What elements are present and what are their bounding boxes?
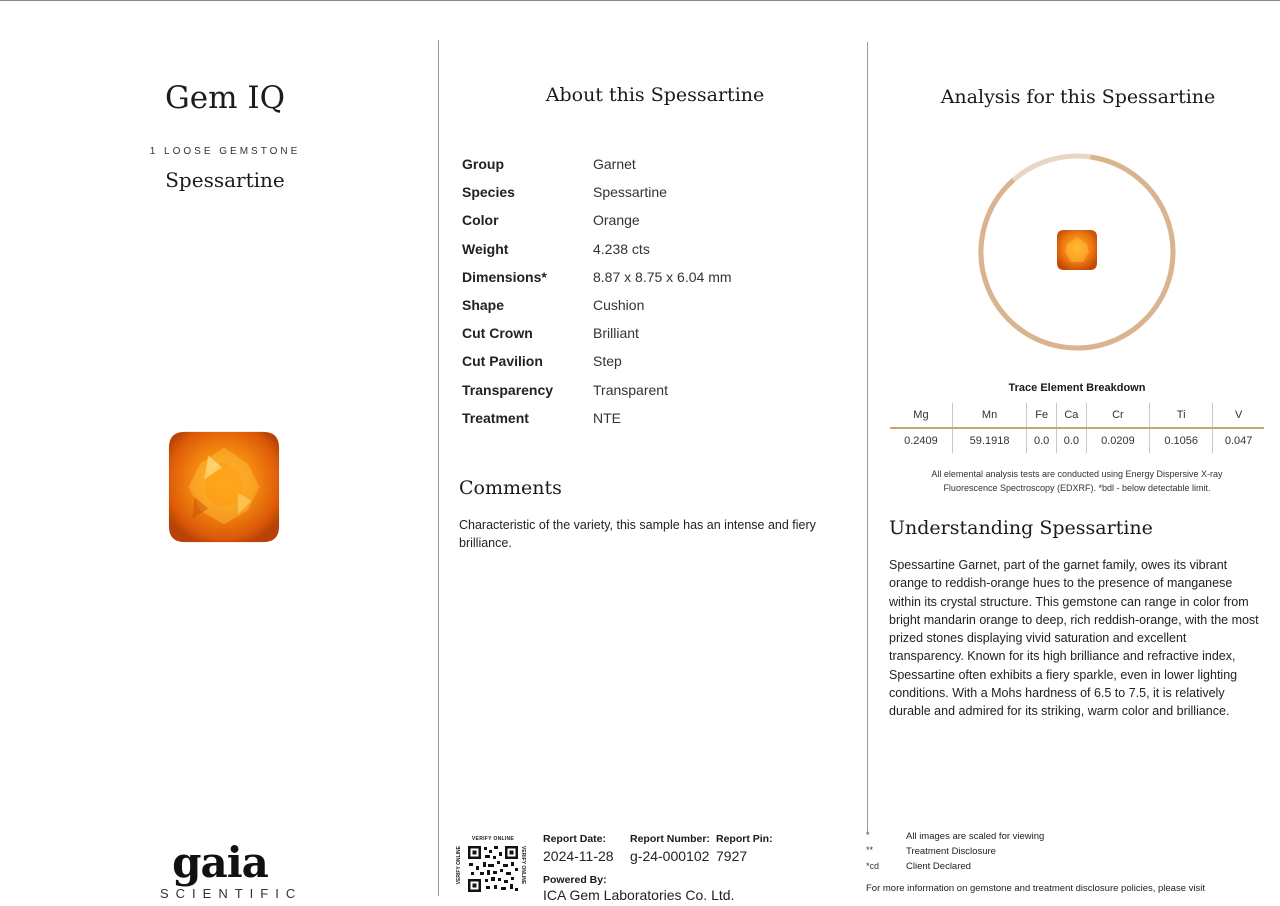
report-pin-label: Report Pin: xyxy=(716,833,773,845)
property-label: Transparency xyxy=(462,381,554,398)
powered-by-label: Powered By: xyxy=(543,874,607,886)
element-value: 0.047 xyxy=(1224,435,1253,447)
trace-note-line: Fluorescence Spectroscopy (EDXRF). *bdl - below detectable limit. xyxy=(943,483,1211,493)
understanding-title: Understanding Spessartine xyxy=(889,517,1153,539)
property-label: Dimensions* xyxy=(462,268,547,285)
verify-online-caption: VERIFY ONLINE xyxy=(471,836,515,842)
more-info-text: For more information on gemstone and treatment disclosure policies, please visit xyxy=(866,883,1205,894)
element-symbol: V xyxy=(1213,403,1264,428)
report-date-label: Report Date: xyxy=(543,833,607,845)
element-value: 0.0209 xyxy=(1086,428,1149,453)
property-value: Step xyxy=(593,353,622,370)
property-label: Group xyxy=(462,156,504,173)
property-value: 4.238 cts xyxy=(593,240,650,257)
property-value: 8.87 x 8.75 x 6.04 mm xyxy=(593,268,732,285)
element-symbol: Mn xyxy=(952,403,1026,428)
verify-online-side-right: VERIFY ONLINE xyxy=(520,846,526,885)
property-row-treatment xyxy=(462,404,732,432)
gaia-logo: gaia xyxy=(172,838,268,887)
report-number-label: Report Number: xyxy=(630,833,710,845)
element-value: 0.0 xyxy=(1027,428,1057,453)
property-row-group xyxy=(462,150,732,178)
gemstone-count-label: 1 LOOSE GEMSTONE xyxy=(149,146,301,157)
property-row-cut-crown xyxy=(462,319,732,347)
property-row-species xyxy=(462,178,732,206)
comments-text: Characteristic of the variety, this sample has an intense and fiery brilliance. xyxy=(459,518,816,550)
footnote-mark: * xyxy=(866,830,870,840)
element-symbol: Ti xyxy=(1150,403,1213,428)
analysis-title: Analysis for this Spessartine xyxy=(940,86,1216,108)
property-value: Garnet xyxy=(593,156,636,173)
report-pin-value: 7927 xyxy=(716,848,748,864)
element-symbol: Cr xyxy=(1086,403,1149,428)
property-label: Shape xyxy=(462,297,505,314)
trace-element-title: Trace Element Breakdown xyxy=(1008,382,1146,394)
column-divider-left xyxy=(438,40,439,896)
property-value: Spessartine xyxy=(593,184,667,201)
understanding-text: Spessartine Garnet, part of the garnet family, owes its vibrant orange to reddish-orange hues to the presence of manganese within its crystal structure. This gemstone can range in color from bright mandarin orange to deep, rich reddish-orange, with the most prized stones displaying vivid saturation and excellent transparency. Known for its high brilliance and refractive index, Spessartine often exhibits a fiery sparkle, even in lower lighting conditions. With a Mohs hardness of 6.5 to 7.5, it is relatively durable and admired for its striking, warm color and brilliance. xyxy=(889,558,1259,719)
property-label: Color xyxy=(462,212,499,229)
trace-analysis-note xyxy=(890,467,1264,495)
property-value: Cushion xyxy=(593,297,645,314)
gemstone-image xyxy=(165,428,283,546)
element-value: 0.0 xyxy=(1057,428,1087,453)
verify-online-side-left: VERIFY ONLINE xyxy=(456,846,462,885)
gem-name: Spessartine xyxy=(165,168,285,192)
trace-note-line: All elemental analysis tests are conducted using Energy Dispersive X-ray xyxy=(931,469,1223,479)
gem-scale-ring xyxy=(977,152,1177,352)
report-number-value: g-24-000102 xyxy=(630,848,710,864)
footnote-text: All images are scaled for viewing xyxy=(906,831,1045,842)
property-row-transparency xyxy=(462,376,732,404)
footnote-text: Client Declared xyxy=(906,861,971,872)
column-divider-right xyxy=(867,42,868,832)
property-row-dimensions xyxy=(462,263,732,291)
footnote-text: Treatment Disclosure xyxy=(906,846,996,857)
element-value: 0.1056 xyxy=(1150,428,1213,453)
element-symbol: Fe xyxy=(1027,403,1057,428)
element-value: 59.1918 xyxy=(952,428,1026,453)
report-date-value: 2024-11-28 xyxy=(543,848,614,864)
property-row-color xyxy=(462,206,732,234)
property-row-cut-pavilion xyxy=(462,347,732,375)
verify-qr-code[interactable] xyxy=(466,844,520,894)
element-value: 0.2409 xyxy=(890,428,952,453)
property-row-weight xyxy=(462,235,732,263)
element-symbol: Ca xyxy=(1057,403,1087,428)
property-label: Treatment xyxy=(462,409,529,426)
property-label: Cut Pavilion xyxy=(462,353,543,370)
property-label: Species xyxy=(462,184,515,201)
property-label: Weight xyxy=(462,240,509,257)
property-label: Cut Crown xyxy=(462,325,533,342)
brand-title: Gem IQ xyxy=(164,80,286,116)
top-border xyxy=(0,0,1280,1)
property-value: Transparent xyxy=(593,381,668,398)
element-symbol: Mg xyxy=(890,403,952,428)
property-value: Brilliant xyxy=(593,325,639,342)
property-value: NTE xyxy=(593,409,621,426)
property-list xyxy=(462,150,732,432)
comments-title: Comments xyxy=(459,477,562,499)
property-row-shape xyxy=(462,291,732,319)
gaia-logo-subtitle: SCIENTIFIC xyxy=(160,886,303,901)
footnote-mark: *cd xyxy=(866,861,880,871)
footnote-mark: ** xyxy=(866,845,874,855)
lab-name: ICA Gem Laboratories Co. Ltd. xyxy=(543,887,735,903)
about-title: About this Spessartine xyxy=(545,84,765,106)
property-value: Orange xyxy=(593,212,640,229)
trace-element-table xyxy=(890,403,1264,453)
